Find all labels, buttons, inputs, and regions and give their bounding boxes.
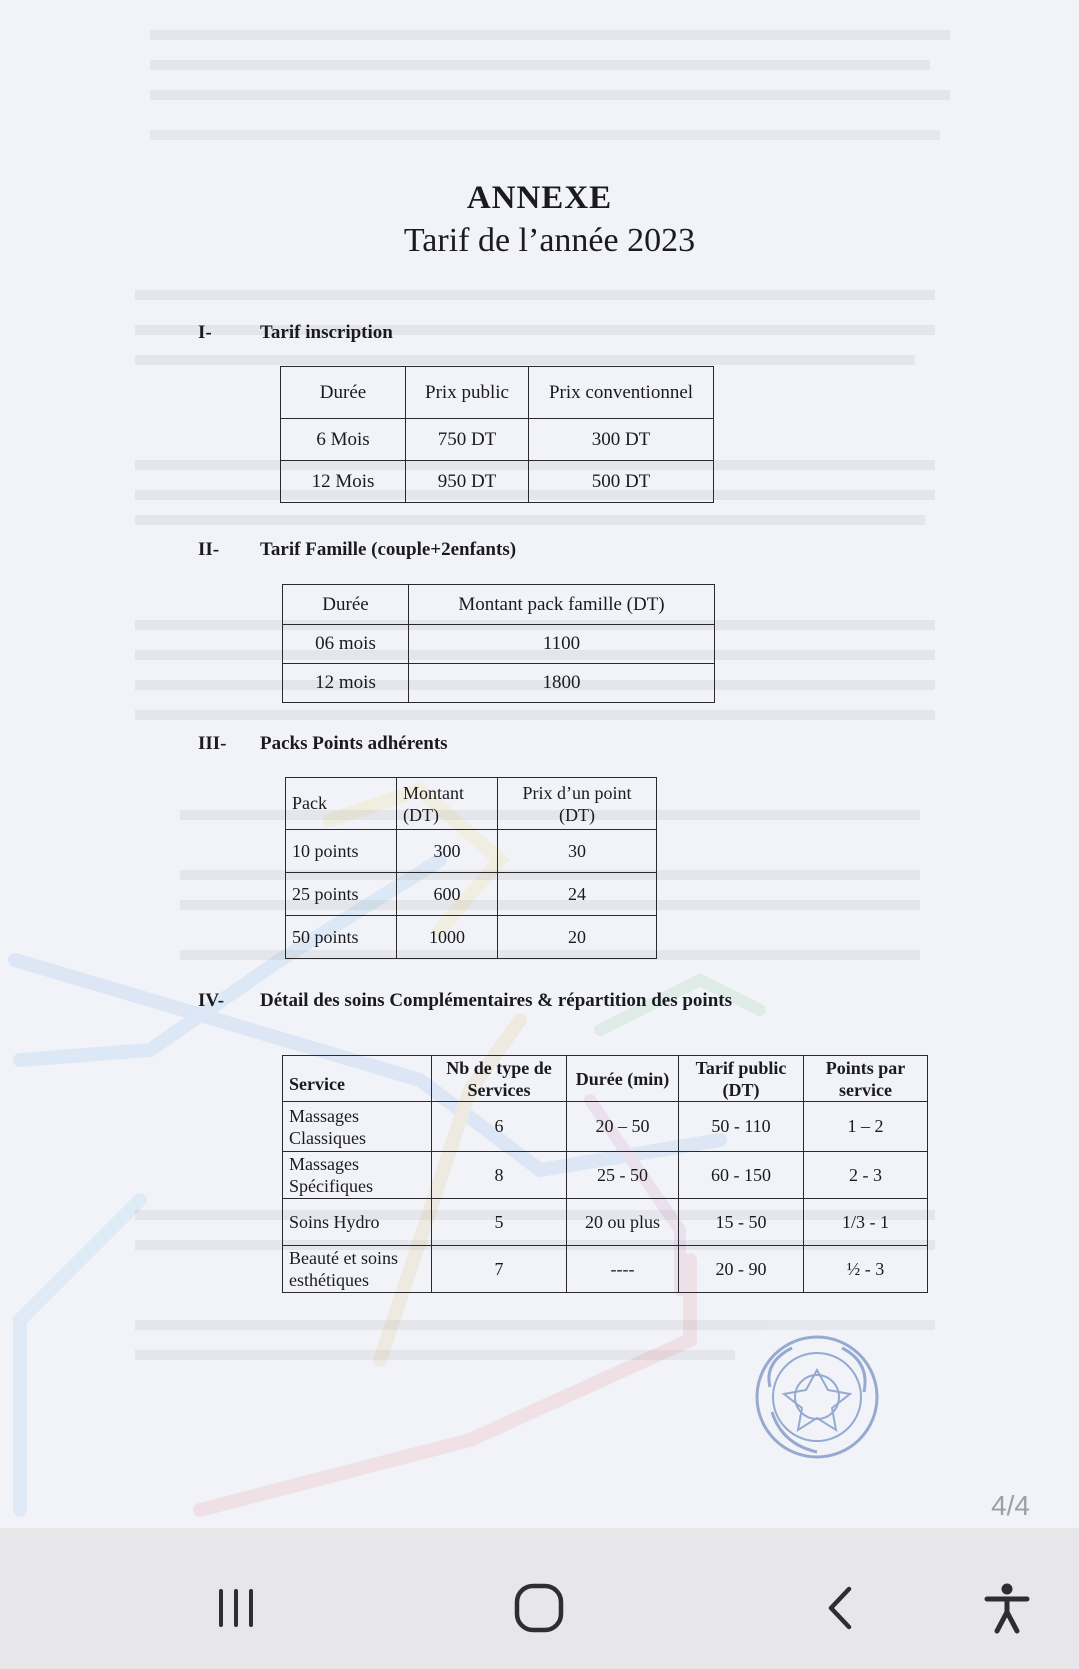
table-cell: ½ - 3 bbox=[804, 1246, 928, 1293]
back-button[interactable] bbox=[802, 1568, 882, 1648]
official-stamp bbox=[752, 1332, 882, 1462]
table-header-cell: Montant pack famille (DT) bbox=[409, 585, 715, 625]
table-row bbox=[281, 461, 714, 503]
table-cell: 20 bbox=[498, 916, 657, 959]
table-header-row bbox=[283, 1056, 928, 1102]
table-cell: 25 - 50 bbox=[567, 1152, 679, 1199]
table-row bbox=[286, 873, 657, 916]
table-cell: Soins Hydro bbox=[283, 1199, 432, 1246]
system-navigation-bar bbox=[0, 1528, 1079, 1669]
section-title: Tarif inscription bbox=[260, 322, 393, 343]
table-header-cell: Prix conventionnel bbox=[529, 367, 714, 419]
table-cell: 2 - 3 bbox=[804, 1152, 928, 1199]
table-cell: 06 mois bbox=[283, 625, 409, 664]
table-header-cell: Points par service bbox=[804, 1056, 928, 1102]
section-heading bbox=[198, 322, 393, 344]
table-cell: 1 – 2 bbox=[804, 1102, 928, 1152]
table-row bbox=[283, 1199, 928, 1246]
table-cell: ---- bbox=[567, 1246, 679, 1293]
table-cell: 20 – 50 bbox=[567, 1102, 679, 1152]
table-cell: 8 bbox=[432, 1152, 567, 1199]
table-cell: 500 DT bbox=[529, 461, 714, 503]
tarif-inscription-table bbox=[280, 366, 714, 503]
section-title: Packs Points adhérents bbox=[260, 733, 448, 754]
soins-complementaires-table bbox=[282, 1055, 928, 1293]
table-header-row bbox=[281, 367, 714, 419]
home-button[interactable] bbox=[499, 1568, 579, 1648]
table-row bbox=[283, 1246, 928, 1293]
table-cell: Massages Spécifiques bbox=[283, 1152, 432, 1199]
table-row bbox=[283, 625, 715, 664]
section-title: Tarif Famille (couple+2enfants) bbox=[260, 539, 517, 560]
table-header-cell: Durée (min) bbox=[567, 1056, 679, 1102]
table-cell: 20 ou plus bbox=[567, 1199, 679, 1246]
table-cell: 300 bbox=[397, 830, 498, 873]
table-row bbox=[283, 664, 715, 703]
table-cell: 6 Mois bbox=[281, 419, 406, 461]
table-cell: 1100 bbox=[409, 625, 715, 664]
section-number: II- bbox=[198, 539, 220, 560]
section-heading bbox=[198, 539, 516, 561]
section-title: Détail des soins Complémentaires & répartition des points bbox=[260, 990, 732, 1011]
section-number: III- bbox=[198, 733, 227, 754]
back-icon bbox=[819, 1585, 865, 1631]
section-number: I- bbox=[198, 322, 212, 343]
recent-apps-button[interactable] bbox=[196, 1568, 276, 1648]
recent-apps-icon bbox=[213, 1585, 259, 1631]
accessibility-icon bbox=[982, 1582, 1032, 1634]
table-cell: 7 bbox=[432, 1246, 567, 1293]
home-icon bbox=[513, 1582, 565, 1634]
table-cell: 1/3 - 1 bbox=[804, 1199, 928, 1246]
section-number: IV- bbox=[198, 990, 225, 1011]
table-header-row bbox=[283, 585, 715, 625]
table-cell: 300 DT bbox=[529, 419, 714, 461]
table-header-cell: Durée bbox=[283, 585, 409, 625]
section-heading bbox=[198, 733, 448, 755]
table-header-cell: Pack bbox=[286, 778, 397, 830]
table-header-cell: Nb de type de Services bbox=[432, 1056, 567, 1102]
document-title: ANNEXE bbox=[466, 180, 613, 216]
table-cell: 950 DT bbox=[406, 461, 529, 503]
document-subtitle: Tarif de l’année 2023 bbox=[403, 222, 696, 259]
table-row bbox=[283, 1102, 928, 1152]
table-cell: 30 bbox=[498, 830, 657, 873]
table-cell: 5 bbox=[432, 1199, 567, 1246]
table-cell: 12 Mois bbox=[281, 461, 406, 503]
table-header-cell: Service bbox=[283, 1056, 432, 1102]
table-cell: 10 points bbox=[286, 830, 397, 873]
table-cell: 24 bbox=[498, 873, 657, 916]
table-header-cell: Durée bbox=[281, 367, 406, 419]
table-cell: 15 - 50 bbox=[679, 1199, 804, 1246]
table-cell: 1000 bbox=[397, 916, 498, 959]
page-indicator: 4/4 bbox=[991, 1490, 1030, 1521]
table-cell: 50 points bbox=[286, 916, 397, 959]
table-header-row bbox=[286, 778, 657, 830]
table-cell: 1800 bbox=[409, 664, 715, 703]
table-header-cell: Prix public bbox=[406, 367, 529, 419]
table-cell: 60 - 150 bbox=[679, 1152, 804, 1199]
tarif-famille-table bbox=[282, 584, 715, 703]
table-cell: 50 - 110 bbox=[679, 1102, 804, 1152]
table-cell: 750 DT bbox=[406, 419, 529, 461]
table-header-cell: Prix d’un point (DT) bbox=[498, 778, 657, 830]
table-row bbox=[283, 1152, 928, 1199]
table-cell: 12 mois bbox=[283, 664, 409, 703]
table-row bbox=[281, 419, 714, 461]
section-heading bbox=[198, 990, 732, 1012]
table-row bbox=[286, 916, 657, 959]
table-cell: Beauté et soins esthétiques bbox=[283, 1246, 432, 1293]
table-cell: 6 bbox=[432, 1102, 567, 1152]
table-cell: 20 - 90 bbox=[679, 1246, 804, 1293]
table-cell: Massages Classiques bbox=[283, 1102, 432, 1152]
table-row bbox=[286, 830, 657, 873]
table-header-cell: Montant (DT) bbox=[397, 778, 498, 830]
table-header-cell: Tarif public (DT) bbox=[679, 1056, 804, 1102]
packs-points-table bbox=[285, 777, 657, 959]
accessibility-button[interactable] bbox=[967, 1568, 1047, 1648]
table-cell: 25 points bbox=[286, 873, 397, 916]
table-cell: 600 bbox=[397, 873, 498, 916]
